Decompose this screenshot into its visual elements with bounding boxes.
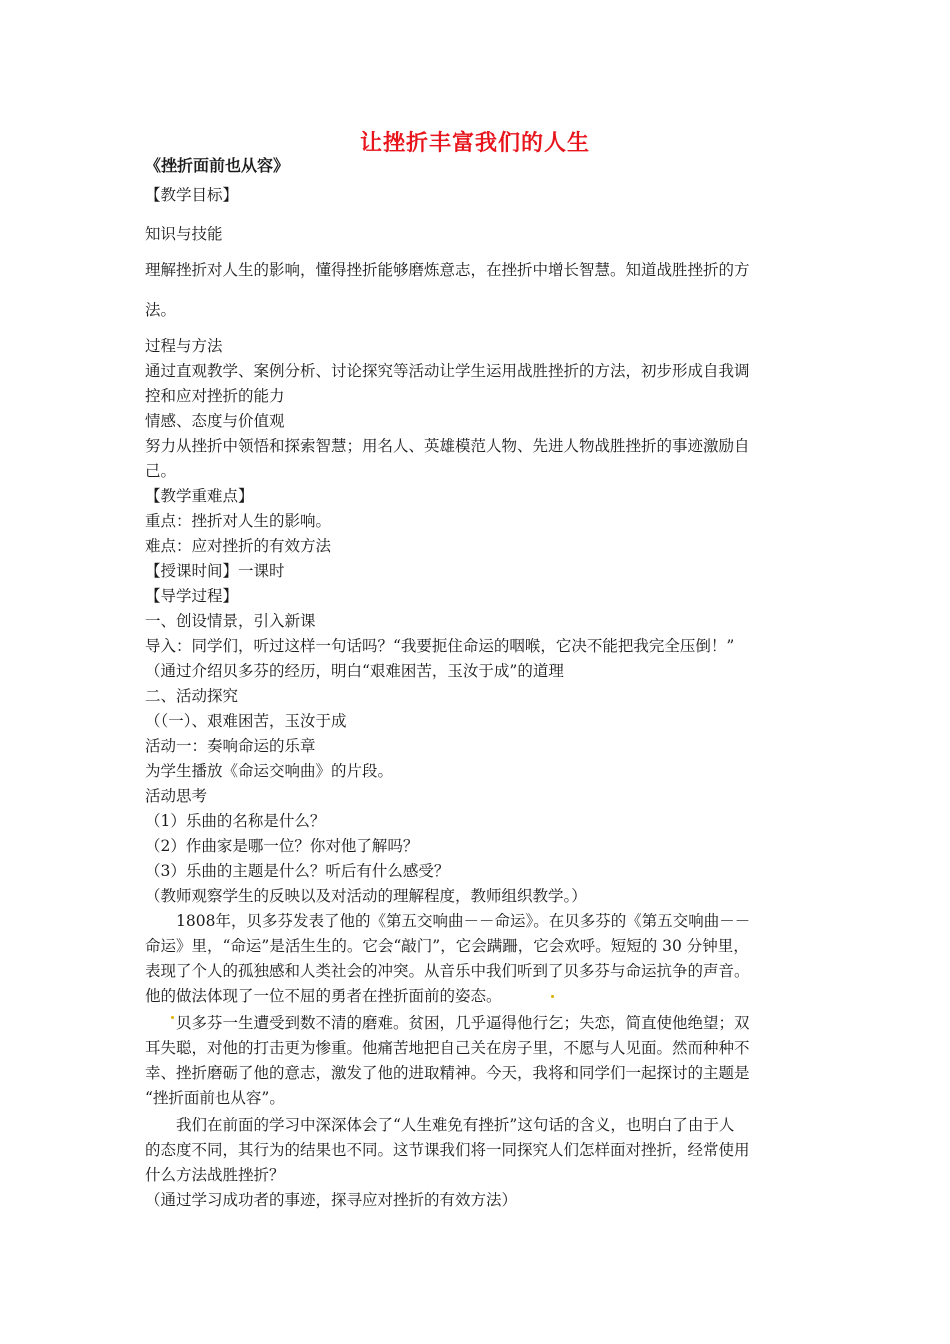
paragraph-one-line-3: 表现了个人的孤独感和人类社会的冲突。从音乐中我们听到了贝多芬与命运抗争的声音。 (145, 962, 750, 980)
question-one: （1）乐曲的名称是什么？ (145, 812, 326, 830)
paragraph-two-line-1: 贝多芬一生遭受到数不清的磨难。贫困，几乎逼得他行乞；失恋，简直使他绝望；双 (176, 1014, 750, 1032)
intro-text: 导入：同学们，听过这样一句话吗？“我要扼住命运的咽喉，它决不能把我完全压倒！” (145, 637, 735, 655)
emotion-text-line-1: 努力从挫折中领悟和探索智慧；用名人、英雄模范人物、先进人物战胜挫折的事迹激励自 (145, 437, 750, 455)
paragraph-one-line-4: 他的做法体现了一位不屈的勇者在挫折面前的姿态。 (145, 987, 502, 1005)
knowledge-text-line-2: 法。 (145, 301, 177, 319)
activity-think-heading: 活动思考 (145, 787, 208, 805)
step-one-heading: 一、创设情景，引入新课 (145, 612, 316, 630)
paragraph-three-line-1: 我们在前面的学习中深深体会了“人生难免有挫折”这句话的含义，也明白了由于人 (176, 1116, 735, 1134)
knowledge-heading: 知识与技能 (145, 225, 223, 243)
emotion-heading: 情感、态度与价值观 (145, 412, 285, 430)
knowledge-text-block (145, 258, 810, 283)
paragraph-three-line-3: 什么方法战胜挫折？ (145, 1166, 285, 1184)
objectives-section (145, 183, 810, 208)
objectives-heading: 【教学目标】 (145, 186, 239, 204)
lesson-subtitle: 《挫折面前也从容》 (145, 156, 290, 175)
lesson-time: 【授课时间】一课时 (145, 562, 285, 580)
intro-note: （通过介绍贝多芬的经历，明白“艰难困苦，玉汝于成”的道理 (145, 662, 564, 680)
paragraph-one-line-2: 命运》里，“命运”是活生生的。它会“敲门”，它会蹒跚，它会欢呼。短短的 30 分钟里， (145, 937, 749, 955)
difficulty-text: 难点：应对挫折的有效方法 (145, 537, 332, 555)
paragraph-two-line-3: 幸、挫折磨砺了他的意志，激发了他的进取精神。今天，我将和同学们一起探讨的主题是 (145, 1064, 750, 1082)
teacher-note: （教师观察学生的反映以及对活动的理解程度，教师组织教学。） (145, 887, 587, 905)
question-three: （3）乐曲的主题是什么？听后有什么感受？ (145, 862, 450, 880)
knowledge-text-block-2 (145, 298, 810, 323)
paragraph-one-line-1: 1808年，贝多芬发表了他的《第五交响曲－－命运》。在贝多芬的《第五交响曲－－ (176, 912, 751, 930)
question-two: （2）作曲家是哪一位？你对他了解吗？ (145, 837, 419, 855)
paragraph-two-line-4: “挫折面前也从容”。 (145, 1089, 285, 1107)
step-two-heading: 二、活动探究 (145, 687, 239, 705)
emotion-text-line-2: 己。 (145, 462, 177, 480)
knowledge-text-line-1: 理解挫折对人生的影响，懂得挫折能够磨炼意志，在挫折中增长智慧。知道战胜挫折的方 (145, 261, 750, 279)
process-heading: 过程与方法 (145, 337, 223, 355)
document-title: 让挫折丰富我们的人生 (359, 131, 590, 156)
process-text-line-1: 通过直观教学、案例分析、讨论探究等活动让学生运用战胜挫折的方法，初步形成自我调 (145, 362, 750, 380)
paragraph-two-line-2: 耳失聪，对他的打击更为惨重。他痛苦地把自己关在房子里，不愿与人见面。然而种种不 (145, 1039, 750, 1057)
knowledge-section (145, 222, 810, 247)
keypoints-heading: 【教学重难点】 (145, 487, 254, 505)
play-music-text: 为学生播放《命运交响曲》的片段。 (145, 762, 394, 780)
closing-note: （通过学习成功者的事迹，探寻应对挫折的有效方法） (145, 1191, 518, 1209)
annotation-mark (551, 995, 554, 998)
activity-one-heading: 活动一：奏响命运的乐章 (145, 737, 316, 755)
keypoint-text: 重点：挫折对人生的影响。 (145, 512, 332, 530)
process-section-heading: 【导学过程】 (145, 587, 239, 605)
paragraph-three-line-2: 的态度不同，其行为的结果也不同。这节课我们将一同探究人们怎样面对挫折，经常使用 (145, 1141, 750, 1159)
process-text-line-2: 控和应对挫折的能力 (145, 387, 285, 405)
annotation-mark (171, 1016, 174, 1019)
main-content (145, 334, 810, 1213)
subsection-one-heading: （（一）、艰难困苦，玉汝于成 (145, 712, 347, 730)
